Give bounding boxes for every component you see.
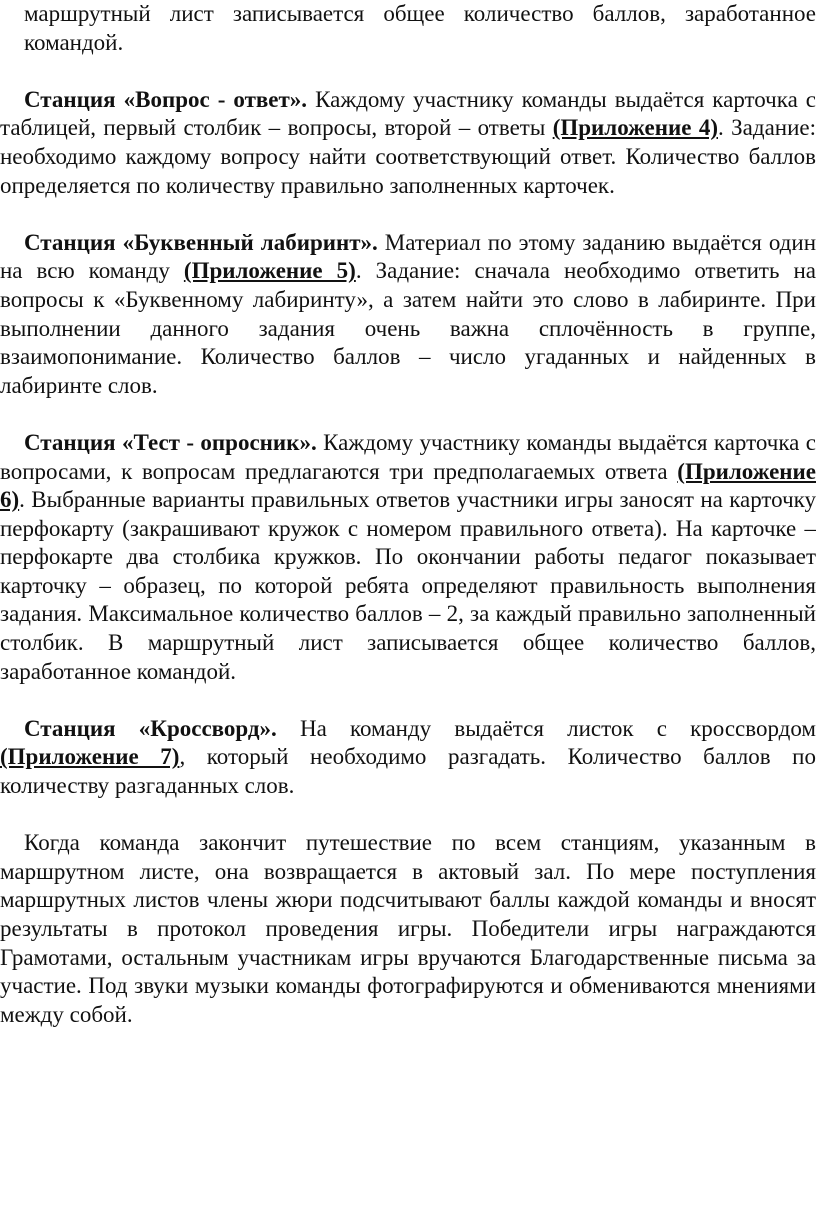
station-title: Станция «Буквенный лабиринт». bbox=[24, 229, 378, 255]
station-title: Станция «Тест - опросник». bbox=[24, 429, 317, 455]
appendix-link[interactable]: (Приложение 5) bbox=[183, 258, 356, 284]
paragraph-station-letter-maze bbox=[0, 229, 816, 401]
paragraph-text: . Задание: необходимо каждому вопросу найти соответствующий ответ. Количество баллов определяется по количеству правильно заполненных карточек. bbox=[0, 115, 816, 198]
paragraph-text: Когда команда закончит путешествие по всем станциям, указанным в маршрутном листе, она возвращается в актовый зал. По мере поступления маршрутных листов члены жюри подсчитывают баллы каждой команды и вносят результаты в протокол проведения игры. Победители игры награждаются Грамотами, остальным участникам игры вручаются Благодарственные письма за участие. Под звуки музыки команды фотографируются и обмениваются мнениями между собой. bbox=[0, 830, 816, 1027]
paragraph-text: Каждому участнику команды выдаётся карточка с таблицей, первый столбик – вопросы, второй – ответы bbox=[0, 86, 816, 141]
station-title: Станция «Кроссворд». bbox=[24, 715, 277, 741]
paragraph-gap bbox=[0, 400, 816, 429]
appendix-link[interactable]: (Приложение 7) bbox=[0, 744, 180, 770]
station-title: Станция «Вопрос - ответ». bbox=[24, 86, 308, 112]
paragraph-station-crossword bbox=[0, 715, 816, 801]
paragraph-gap bbox=[0, 57, 816, 86]
paragraph-text: , который необходимо разгадать. Количество баллов по количеству разгаданных слов. bbox=[0, 744, 816, 799]
paragraph-text: Каждому участнику команды выдаётся карточка с вопросами, к вопросам предлагаются три предполагаемых ответа bbox=[0, 429, 816, 484]
paragraph-text: Материал по этому заданию выдаётся один на всю команду bbox=[0, 229, 816, 284]
paragraph-station-test-quiz bbox=[0, 429, 816, 686]
paragraph-gap bbox=[0, 686, 816, 715]
paragraph-text: На команду выдаётся листок с кроссвордом bbox=[276, 715, 816, 741]
appendix-link[interactable]: (Приложение 4) bbox=[552, 115, 718, 141]
paragraph-station-question-answer bbox=[0, 86, 816, 200]
paragraph-continuation bbox=[0, 0, 816, 57]
paragraph-gap bbox=[0, 200, 816, 229]
paragraph-text: . Задание: сначала необходимо ответить на вопросы к «Буквенному лабиринту», а затем найти это слово в лабиринте. При выполнении данного задания очень важна сплочённость в группе, взаимопонимание. Количество баллов – число угаданных и найденных в лабиринте слов. bbox=[0, 258, 816, 398]
paragraph-text: маршрутный лист записывается общее количество баллов, заработанное командой. bbox=[24, 1, 816, 55]
paragraph-gap bbox=[0, 801, 816, 830]
appendix-link[interactable]: (Приложение 6) bbox=[0, 458, 816, 513]
paragraph-conclusion bbox=[0, 829, 816, 1029]
paragraph-text: . Выбранные варианты правильных ответов участники игры заносят на карточку перфокарту (закрашивают кружок с номером правильного ответа). На карточке – перфокарте два столбика кружков. По окончании работы педагог показывает карточку – образец, по которой ребята определяют правильность выполнения задания. Максимальное количество баллов – 2, за каждый правильно заполненный столбик. В маршрутный лист записывается общее количество баллов, заработанное командой. bbox=[0, 487, 816, 684]
